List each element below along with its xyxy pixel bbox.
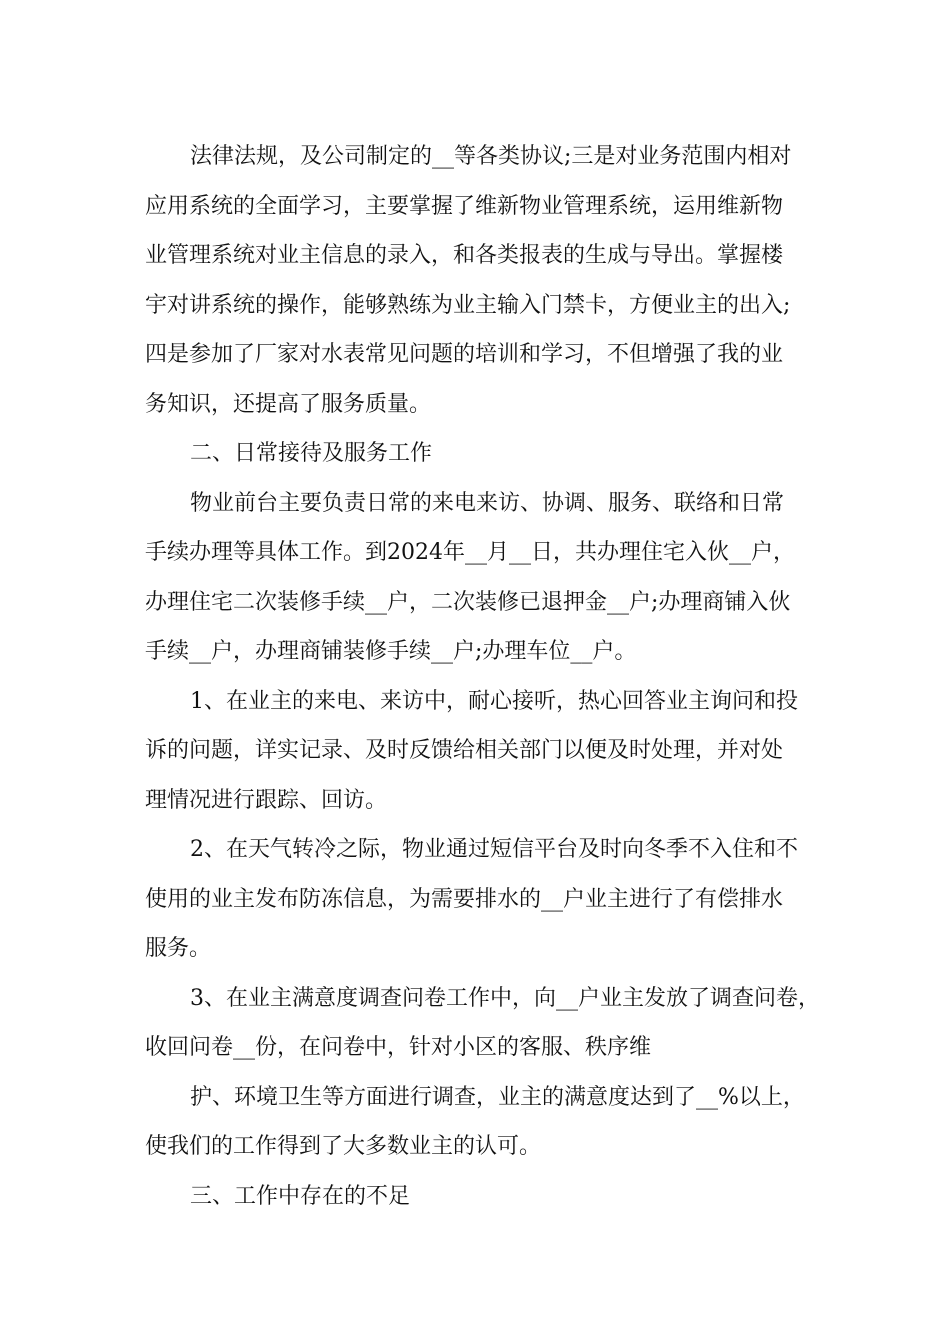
text-line: 诉的问题，详实记录、及时反馈给相关部门以便及时处理，并对处 (145, 738, 784, 763)
text-line: 手续__户，办理商铺装修手续__户;办理车位__户。 (145, 639, 637, 664)
text-line: 服务。 (145, 936, 212, 961)
text-line: 理情况进行跟踪、回访。 (145, 787, 388, 813)
text-line: 1、在业主的来电、来访中，耐心接听，热心回答业主询问和投 (190, 688, 798, 714)
paragraph-item-3 (0, 974, 950, 1073)
paragraph-item-2 (0, 825, 950, 974)
text-line: 物业前台主要负责日常的来电来访、协调、服务、联络和日常 (190, 490, 785, 516)
heading-line: 三、工作中存在的不足 (190, 1183, 411, 1209)
text-line: 使我们的工作得到了大多数业主的认可。 (145, 1134, 542, 1159)
paragraph-study-continued (0, 132, 950, 429)
text-line: 业管理系统对业主信息的录入，和各类报表的生成与导出。掌握楼 (145, 243, 784, 268)
text-line: 务知识，还提高了服务质量。 (145, 391, 432, 417)
section-heading-shortcomings (0, 1172, 950, 1222)
text-line: 宇对讲系统的操作，能够熟练为业主输入门禁卡，方便业主的出入; (145, 292, 791, 318)
heading-line: 二、日常接待及服务工作 (190, 441, 433, 466)
text-line: 应用系统的全面学习，主要掌握了维新物业管理系统，运用维新物 (145, 193, 784, 219)
text-line: 2、在天气转冷之际，物业通过短信平台及时向冬季不入住和不 (190, 837, 798, 862)
text-line: 3、在业主满意度调查问卷工作中，向__户业主发放了调查问卷， (190, 985, 820, 1011)
text-line: 手续办理等具体工作。到2024年__月__日，共办理住宅入伙__户， (145, 540, 795, 565)
paragraph-front-desk (0, 479, 950, 677)
paragraph-item-3-continued (0, 1073, 950, 1172)
text-line: 护、环境卫生等方面进行调查，业主的满意度达到了__%以上， (190, 1084, 805, 1110)
paragraph-item-1 (0, 677, 950, 826)
text-line: 办理住宅二次装修手续__户，二次装修已退押金__户;办理商铺入伙 (145, 589, 791, 615)
section-heading-reception (0, 429, 950, 479)
text-line: 法律法规，及公司制定的__等各类协议;三是对业务范围内相对 (190, 144, 792, 169)
text-line: 使用的业主发布防冻信息，为需要排水的__户业主进行了有偿排水 (145, 886, 784, 912)
text-line: 收回问卷__份，在问卷中，针对小区的客服、秩序维 (145, 1035, 652, 1060)
text-line: 四是参加了厂家对水表常见问题的培训和学习，不但增强了我的业 (145, 342, 784, 367)
